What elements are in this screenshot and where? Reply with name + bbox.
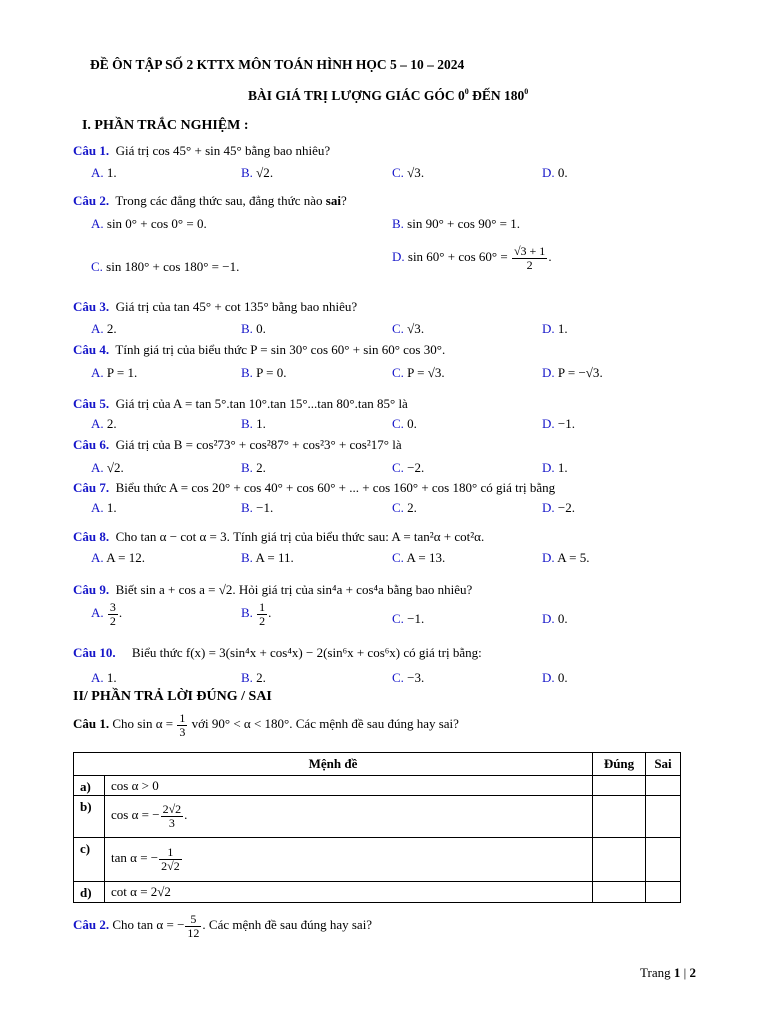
fraction bbox=[159, 846, 182, 872]
table-row bbox=[74, 796, 681, 838]
question-2 bbox=[73, 193, 347, 209]
option-label: B. bbox=[241, 165, 253, 180]
q4-option-a[interactable]: A. P = 1. bbox=[91, 365, 138, 380]
question-1-text: Giá trị bbox=[115, 143, 153, 158]
q8-option-d[interactable]: D. A = 5. bbox=[542, 550, 590, 565]
question-5 bbox=[73, 396, 408, 412]
option-label: B. bbox=[241, 321, 253, 336]
question-3-expression: tan 45° + cot 135° bbox=[173, 299, 269, 314]
option-label: C. bbox=[392, 365, 404, 380]
question-9-suffix: bằng bao nhiêu? bbox=[383, 582, 473, 597]
question-2-emphasis: sai bbox=[325, 193, 341, 208]
document-title: ĐỀ ÔN TẬP SỐ 2 KTTX MÔN TOÁN HÌNH HỌC 5 – 10 – 2024 bbox=[90, 57, 465, 72]
option-value: sin 0° + cos 0° = 0 bbox=[106, 216, 204, 231]
tf-question-2-text: Cho bbox=[109, 917, 138, 933]
question-4 bbox=[73, 342, 445, 358]
q5-option-a[interactable]: A. 2. bbox=[91, 416, 117, 431]
tf-question-2 bbox=[73, 913, 372, 939]
q3-option-a[interactable]: A. 2. bbox=[91, 321, 117, 336]
question-9-label: Câu 9. bbox=[73, 582, 110, 597]
option-label: B. bbox=[241, 670, 253, 685]
q7-option-b[interactable]: B. −1. bbox=[241, 500, 274, 515]
option-label: A. bbox=[91, 321, 104, 336]
option-value: −1 bbox=[407, 611, 422, 626]
option-label: C. bbox=[392, 550, 404, 565]
q10-option-d[interactable]: D. 0. bbox=[542, 670, 568, 685]
option-value: 0 bbox=[557, 165, 565, 180]
question-8-label: Câu 8. bbox=[73, 529, 110, 544]
option-label: B. bbox=[392, 216, 404, 231]
q3-option-c[interactable]: C. √3. bbox=[392, 321, 425, 336]
fraction-denominator: 2 bbox=[526, 257, 533, 272]
option-label: D. bbox=[542, 550, 555, 565]
option-label: C. bbox=[392, 500, 404, 515]
q6-option-b[interactable]: B. 2. bbox=[241, 460, 266, 475]
row-label: b) bbox=[74, 796, 105, 838]
option-label: A. bbox=[91, 500, 104, 515]
option-value: P = 1 bbox=[106, 365, 134, 380]
q6-option-c[interactable]: C. −2. bbox=[392, 460, 425, 475]
fraction-numerator: 3 bbox=[109, 600, 116, 614]
true-cell[interactable] bbox=[593, 838, 646, 882]
option-value: 2 bbox=[106, 321, 114, 336]
question-5-label: Câu 5. bbox=[73, 396, 110, 411]
option-label: D. bbox=[542, 365, 555, 380]
option-label: B. bbox=[241, 500, 253, 515]
option-value: 2 bbox=[256, 460, 263, 475]
section-1-heading: I. PHẦN TRẮC NGHIỆM : bbox=[70, 118, 249, 133]
question-9-text: Biết bbox=[115, 582, 141, 597]
option-value: √3 bbox=[407, 321, 421, 336]
statement-cell: cot α = 2√2 bbox=[105, 882, 593, 903]
statement-text: cos α = − bbox=[111, 807, 160, 823]
question-7-text: Biểu thức bbox=[115, 480, 169, 495]
question-3-text: Giá trị của bbox=[115, 299, 174, 314]
table-row bbox=[74, 838, 681, 882]
question-10-suffix: có giá trị bằng: bbox=[400, 645, 482, 660]
question-8-expression: tan α − cot α = 3 bbox=[140, 529, 227, 544]
statement-text: tan α = − bbox=[111, 850, 159, 866]
question-1 bbox=[73, 143, 330, 159]
option-label: B. bbox=[241, 416, 253, 431]
q1-option-b[interactable]: B. √2. bbox=[241, 165, 274, 180]
option-label: A. bbox=[91, 216, 104, 231]
false-cell[interactable] bbox=[646, 838, 681, 882]
question-1-suffix: bằng bao nhiêu? bbox=[241, 143, 331, 158]
q9-option-b[interactable]: B. $\frac{1}{2}$ . bbox=[241, 600, 272, 628]
question-4-label: Câu 4. bbox=[73, 342, 110, 357]
option-value: 1 bbox=[106, 500, 114, 515]
option-value: √2 bbox=[256, 165, 270, 180]
question-6-label: Câu 6. bbox=[73, 437, 110, 452]
false-cell[interactable] bbox=[646, 776, 681, 796]
q5-option-c[interactable]: C. 0. bbox=[392, 416, 417, 431]
option-label: C. bbox=[392, 460, 404, 475]
option-label: D. bbox=[542, 611, 555, 626]
tf-question-2-suffix: . Các mệnh đề sau đúng hay sai? bbox=[202, 917, 373, 933]
question-9 bbox=[73, 582, 472, 598]
section-2-title: II/ PHẦN TRẢ LỜI ĐÚNG / SAI bbox=[73, 689, 272, 704]
option-value: √2 bbox=[106, 460, 121, 475]
option-value: 1 bbox=[557, 460, 565, 475]
option-value: 2 bbox=[407, 500, 414, 515]
column-header-false: Sai bbox=[646, 753, 681, 776]
footer-separator: | bbox=[680, 965, 690, 980]
q8-option-a[interactable]: A. A = 12. bbox=[91, 550, 145, 565]
tf-question-1-label: Câu 1. bbox=[73, 716, 110, 732]
option-value: A = 11 bbox=[255, 550, 291, 565]
q5-option-b[interactable]: B. 1. bbox=[241, 416, 266, 431]
fraction-numerator: √3 + 1 bbox=[513, 244, 546, 258]
false-cell[interactable] bbox=[646, 796, 681, 838]
option-label: A. bbox=[91, 605, 104, 621]
question-10-label: Câu 10. bbox=[73, 645, 116, 660]
fraction bbox=[512, 245, 547, 271]
option-value: 1 bbox=[106, 165, 114, 180]
option-label: C. bbox=[91, 259, 103, 274]
fraction-numerator: 1 bbox=[159, 846, 182, 860]
option-label: A. bbox=[91, 460, 104, 475]
question-7-expression: A = cos 20° + cos 40° + cos 60° + ... + cos 160° + cos 180° bbox=[168, 480, 478, 495]
option-label: D. bbox=[542, 460, 555, 475]
statement-cell bbox=[105, 796, 593, 838]
option-label: C. bbox=[392, 670, 404, 685]
false-cell[interactable] bbox=[646, 882, 681, 903]
table-header-row bbox=[74, 753, 681, 776]
q8-option-c[interactable]: C. A = 13. bbox=[392, 550, 446, 565]
question-3-suffix: bằng bao nhiêu? bbox=[268, 299, 358, 314]
fraction-denominator: 3 bbox=[179, 724, 186, 739]
section-1-title bbox=[73, 118, 249, 134]
q10-option-c[interactable]: C. −3. bbox=[392, 670, 425, 685]
question-8 bbox=[73, 529, 484, 545]
option-label: A. bbox=[91, 670, 104, 685]
option-value: P = −√3 bbox=[557, 365, 600, 380]
q9-option-a[interactable]: A. $\frac{3}{2}$ . bbox=[91, 600, 123, 628]
q1-option-c[interactable]: C. √3. bbox=[392, 165, 425, 180]
true-cell[interactable] bbox=[593, 882, 646, 903]
option-label: A. bbox=[91, 416, 104, 431]
option-value: sin 90° + cos 90° = 1 bbox=[407, 216, 517, 231]
question-10 bbox=[73, 645, 482, 661]
tf-question-1-text: Cho bbox=[109, 716, 138, 732]
fraction-denominator: 2 bbox=[259, 613, 266, 628]
fraction-denominator: 12 bbox=[187, 925, 200, 940]
q3-option-b[interactable]: B. 0. bbox=[241, 321, 266, 336]
question-6-text: Giá trị của bbox=[115, 437, 174, 452]
tf-question-2-label: Câu 2. bbox=[73, 917, 110, 933]
column-header-statement: Mệnh đề bbox=[74, 753, 593, 776]
q6-option-a[interactable]: A. √2. bbox=[91, 460, 124, 475]
option-value: −1 bbox=[557, 416, 572, 431]
fraction-denominator: 2 bbox=[109, 613, 116, 628]
option-label: C. bbox=[392, 321, 404, 336]
true-cell[interactable] bbox=[593, 776, 646, 796]
q10-option-b[interactable]: B. 2. bbox=[241, 670, 266, 685]
question-3-label: Câu 3. bbox=[73, 299, 110, 314]
column-header-true: Đúng bbox=[593, 753, 646, 776]
q2-option-c[interactable]: C. sin 180° + cos 180° = −1. bbox=[91, 259, 240, 274]
question-7-suffix: có giá trị bằng bbox=[477, 480, 556, 495]
question-9-expression-2: sin⁴a + cos⁴a bbox=[316, 582, 384, 597]
fraction bbox=[257, 601, 267, 627]
option-label: B. bbox=[241, 605, 253, 621]
row-label: d) bbox=[74, 882, 105, 903]
tf-question-1-middle: với bbox=[188, 716, 212, 732]
option-value: −2 bbox=[557, 500, 572, 515]
fraction-numerator: 2√2 bbox=[162, 802, 182, 817]
footer-text: Trang bbox=[640, 965, 674, 980]
q4-option-c[interactable]: C. P = √3. bbox=[392, 365, 445, 380]
question-7 bbox=[73, 480, 555, 496]
option-value: P = √3 bbox=[407, 365, 442, 380]
question-10-text: Biểu thức bbox=[131, 645, 186, 660]
question-7-label: Câu 7. bbox=[73, 480, 110, 495]
question-6-expression: B = cos²73° + cos²87° + cos²3° + cos²17° bbox=[173, 437, 389, 452]
question-4-expression: P = sin 30° cos 60° + sin 60° cos 30° bbox=[250, 342, 442, 357]
option-label: A. bbox=[91, 365, 104, 380]
question-5-expression: A = tan 5°.tan 10°.tan 15°...tan 80°.tan 85° bbox=[173, 396, 396, 411]
option-value: A = 12 bbox=[106, 550, 142, 565]
fraction bbox=[161, 803, 184, 829]
tf-question-1-expression: sin α = bbox=[137, 716, 174, 732]
fraction bbox=[108, 601, 118, 627]
question-9-expression: sin a + cos a = √2 bbox=[140, 582, 233, 597]
q9-option-c[interactable]: C. −1. bbox=[392, 611, 425, 626]
option-label: B. bbox=[241, 365, 253, 380]
question-4-suffix: . bbox=[441, 342, 446, 357]
option-value: A = 13 bbox=[406, 550, 442, 565]
question-8-text: Cho bbox=[115, 529, 141, 544]
q7-option-c[interactable]: C. 2. bbox=[392, 500, 417, 515]
option-label: D. bbox=[542, 321, 555, 336]
option-value: √3 bbox=[407, 165, 421, 180]
q2-option-b[interactable]: B. sin 90° + cos 90° = 1. bbox=[392, 216, 520, 231]
option-label: C. bbox=[392, 611, 404, 626]
question-6-suffix: là bbox=[388, 437, 402, 452]
q6-option-d[interactable]: D. 1. bbox=[542, 460, 568, 475]
q2-option-d[interactable]: D. sin 60° + cos 60° = $\frac{√3 + 1}{2}$ . bbox=[392, 244, 552, 272]
row-label: c) bbox=[74, 838, 105, 882]
fraction bbox=[177, 712, 187, 738]
option-value: −2 bbox=[407, 460, 422, 475]
option-value: 0 bbox=[557, 670, 565, 685]
question-3 bbox=[73, 299, 357, 315]
option-value: 0 bbox=[557, 611, 565, 626]
tf-question-2-expression: tan α = − bbox=[137, 917, 185, 933]
option-value: P = 0 bbox=[256, 365, 284, 380]
q2-option-a[interactable]: A. sin 0° + cos 0° = 0. bbox=[91, 216, 207, 231]
fraction bbox=[185, 913, 201, 939]
option-value: −3 bbox=[407, 670, 422, 685]
statement-cell: cos α > 0 bbox=[105, 776, 593, 796]
option-value: A = 5 bbox=[557, 550, 587, 565]
question-2-suffix: ? bbox=[340, 193, 347, 208]
tf-question-1 bbox=[73, 712, 459, 738]
option-label: B. bbox=[241, 460, 253, 475]
fraction-denominator: 3 bbox=[168, 816, 175, 830]
page-total: 2 bbox=[689, 965, 696, 980]
question-8-suffix: . bbox=[480, 529, 485, 544]
fraction-numerator: 1 bbox=[259, 600, 266, 614]
table-row bbox=[74, 882, 681, 903]
q5-option-d[interactable]: D. −1. bbox=[542, 416, 575, 431]
question-2-label: Câu 2. bbox=[73, 193, 110, 208]
question-6 bbox=[73, 437, 402, 453]
q1-option-a[interactable]: A. 1. bbox=[91, 165, 117, 180]
true-false-table bbox=[73, 752, 681, 903]
option-label: A. bbox=[91, 550, 104, 565]
question-9-middle: . Hỏi giá trị của bbox=[232, 582, 317, 597]
option-value: sin 180° + cos 180° = −1 bbox=[106, 259, 237, 274]
option-value: 0 bbox=[256, 321, 263, 336]
row-label: a) bbox=[74, 776, 105, 796]
question-10-expression: f(x) = 3(sin⁴x + cos⁴x) − 2(sin⁶x + cos⁶x) bbox=[185, 645, 401, 660]
option-label: A. bbox=[91, 165, 104, 180]
option-value: 2 bbox=[256, 670, 263, 685]
page-number: 1 bbox=[673, 965, 681, 980]
question-5-text: Giá trị của bbox=[115, 396, 174, 411]
option-value: 1 bbox=[557, 321, 565, 336]
question-8-expression-2: A = tan²α + cot²α bbox=[391, 529, 481, 544]
option-value: 1 bbox=[106, 670, 114, 685]
question-8-middle: . Tính giá trị của biểu thức sau: bbox=[226, 529, 392, 544]
option-value: −1 bbox=[256, 500, 271, 515]
q4-option-b[interactable]: B. P = 0. bbox=[241, 365, 287, 380]
option-label: D. bbox=[542, 416, 555, 431]
statement-suffix: . bbox=[184, 807, 188, 823]
option-label: C. bbox=[392, 165, 404, 180]
question-5-suffix: là bbox=[395, 396, 408, 411]
statement-cell bbox=[105, 838, 593, 882]
q8-option-b[interactable]: B. A = 11. bbox=[241, 550, 294, 565]
q4-option-d[interactable]: D. P = −√3. bbox=[542, 365, 603, 380]
q10-option-a[interactable]: A. 1. bbox=[91, 670, 117, 685]
option-label: D. bbox=[542, 165, 555, 180]
option-label: D. bbox=[542, 670, 555, 685]
fraction-denominator: 2√2 bbox=[161, 859, 180, 873]
q3-option-d[interactable]: D. 1. bbox=[542, 321, 568, 336]
q7-option-d[interactable]: D. −2. bbox=[542, 500, 575, 515]
question-4-text: Tính giá trị của biểu thức bbox=[115, 342, 251, 357]
page-footer bbox=[640, 965, 696, 981]
true-cell[interactable] bbox=[593, 796, 646, 838]
option-label: D. bbox=[542, 500, 555, 515]
option-value: 1 bbox=[256, 416, 263, 431]
q1-option-d[interactable]: D. 0. bbox=[542, 165, 568, 180]
lesson-title: BÀI GIÁ TRỊ LƯỢNG GIÁC GÓC $0^0$ ĐẾN $180^0$ bbox=[248, 87, 529, 103]
question-2-text: Trong các đẳng thức sau, đẳng thức nào bbox=[115, 193, 326, 208]
tf-question-1-condition: 90° < α < 180° bbox=[211, 716, 290, 732]
fraction-numerator: 1 bbox=[179, 711, 186, 725]
q7-option-a[interactable]: A. 1. bbox=[91, 500, 117, 515]
option-label: C. bbox=[392, 416, 404, 431]
question-1-expression: cos 45° + sin 45° bbox=[152, 143, 242, 158]
tf-question-1-suffix: . Các mệnh đề sau đúng hay sai? bbox=[289, 716, 459, 732]
question-1-label: Câu 1. bbox=[73, 143, 110, 158]
option-value: 0 bbox=[407, 416, 414, 431]
option-label: D. bbox=[392, 249, 405, 265]
option-label: B. bbox=[241, 550, 253, 565]
option-value: 2 bbox=[106, 416, 114, 431]
q9-option-d[interactable]: D. 0. bbox=[542, 611, 568, 626]
option-value: sin 60° + cos 60° = bbox=[407, 249, 508, 265]
fraction-numerator: 5 bbox=[185, 913, 201, 927]
table-row bbox=[74, 776, 681, 796]
